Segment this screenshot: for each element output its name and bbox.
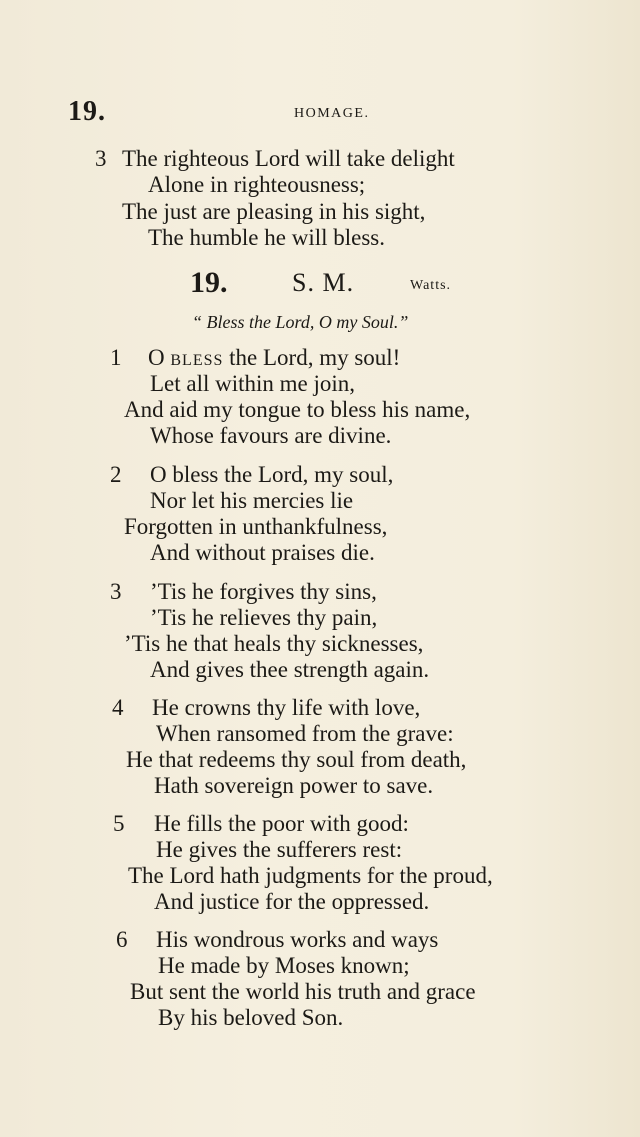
verse-number: 4	[112, 695, 124, 720]
verse-line	[148, 345, 400, 374]
verse-line: The righteous Lord will take delight	[122, 146, 455, 171]
verse-line: He made by Moses known;	[158, 953, 410, 978]
verse-line: O bless the Lord, my soul,	[150, 462, 394, 487]
verse-line: His wondrous works and ways	[156, 927, 439, 952]
verse-line: He crowns thy life with love,	[152, 695, 421, 720]
verse-number: 1	[110, 345, 122, 370]
verse-line: By his beloved Son.	[158, 1005, 344, 1030]
verse-number: 3	[95, 146, 107, 171]
verse-number: 6	[116, 927, 128, 952]
page-number: 19.	[68, 96, 106, 127]
verse-number: 3	[110, 579, 122, 604]
verse-line: The just are pleasing in his sight,	[122, 199, 426, 224]
verse-line: The Lord hath judgments for the proud,	[128, 863, 493, 888]
verse-line: He gives the sufferers rest:	[156, 837, 403, 862]
verse-line: Alone in righteousness;	[148, 172, 366, 197]
verse-line: And gives thee strength again.	[150, 657, 430, 682]
verse-line: Whose favours are divine.	[150, 423, 392, 448]
hymn-meter: S. M.	[292, 268, 355, 297]
verse-line: ’Tis he relieves thy pain,	[150, 605, 378, 630]
verse-line: When ransomed from the grave:	[156, 721, 454, 746]
section-title: HOMAGE.	[294, 106, 370, 121]
verse-line: He fills the poor with good:	[154, 811, 409, 836]
verse-number: 2	[110, 462, 122, 487]
verse-line: And justice for the oppressed.	[154, 889, 430, 914]
verse-small-caps: BLESS	[170, 352, 224, 369]
verse-line: The humble he will bless.	[148, 225, 385, 250]
running-head	[68, 96, 578, 130]
verse-line: ’Tis he that heals thy sicknesses,	[124, 631, 424, 656]
verse-number: 5	[113, 811, 125, 836]
verse-line: He that redeems thy soul from death,	[126, 747, 467, 772]
verse-line: Let all within me join,	[150, 371, 356, 396]
hymn-author: Watts.	[410, 278, 452, 293]
hymn-heading	[190, 266, 490, 302]
verse-line: Forgotten in unthankfulness,	[124, 514, 388, 539]
verse-line: But sent the world his truth and grace	[130, 979, 476, 1004]
verse-line: ’Tis he forgives thy sins,	[150, 579, 377, 604]
verse-line: And aid my tongue to bless his name,	[124, 397, 471, 422]
verse-line: Nor let his mercies lie	[150, 488, 354, 513]
verse-line: And without praises die.	[150, 540, 375, 565]
hymn-epigraph: “ Bless the Lord, O my Soul.”	[192, 312, 409, 332]
verse-line-rest: the Lord, my soul!	[223, 345, 401, 370]
hymn-number: 19.	[190, 266, 228, 299]
verse-first-word: O	[148, 345, 171, 370]
verse-line: Hath sovereign power to save.	[154, 773, 434, 798]
